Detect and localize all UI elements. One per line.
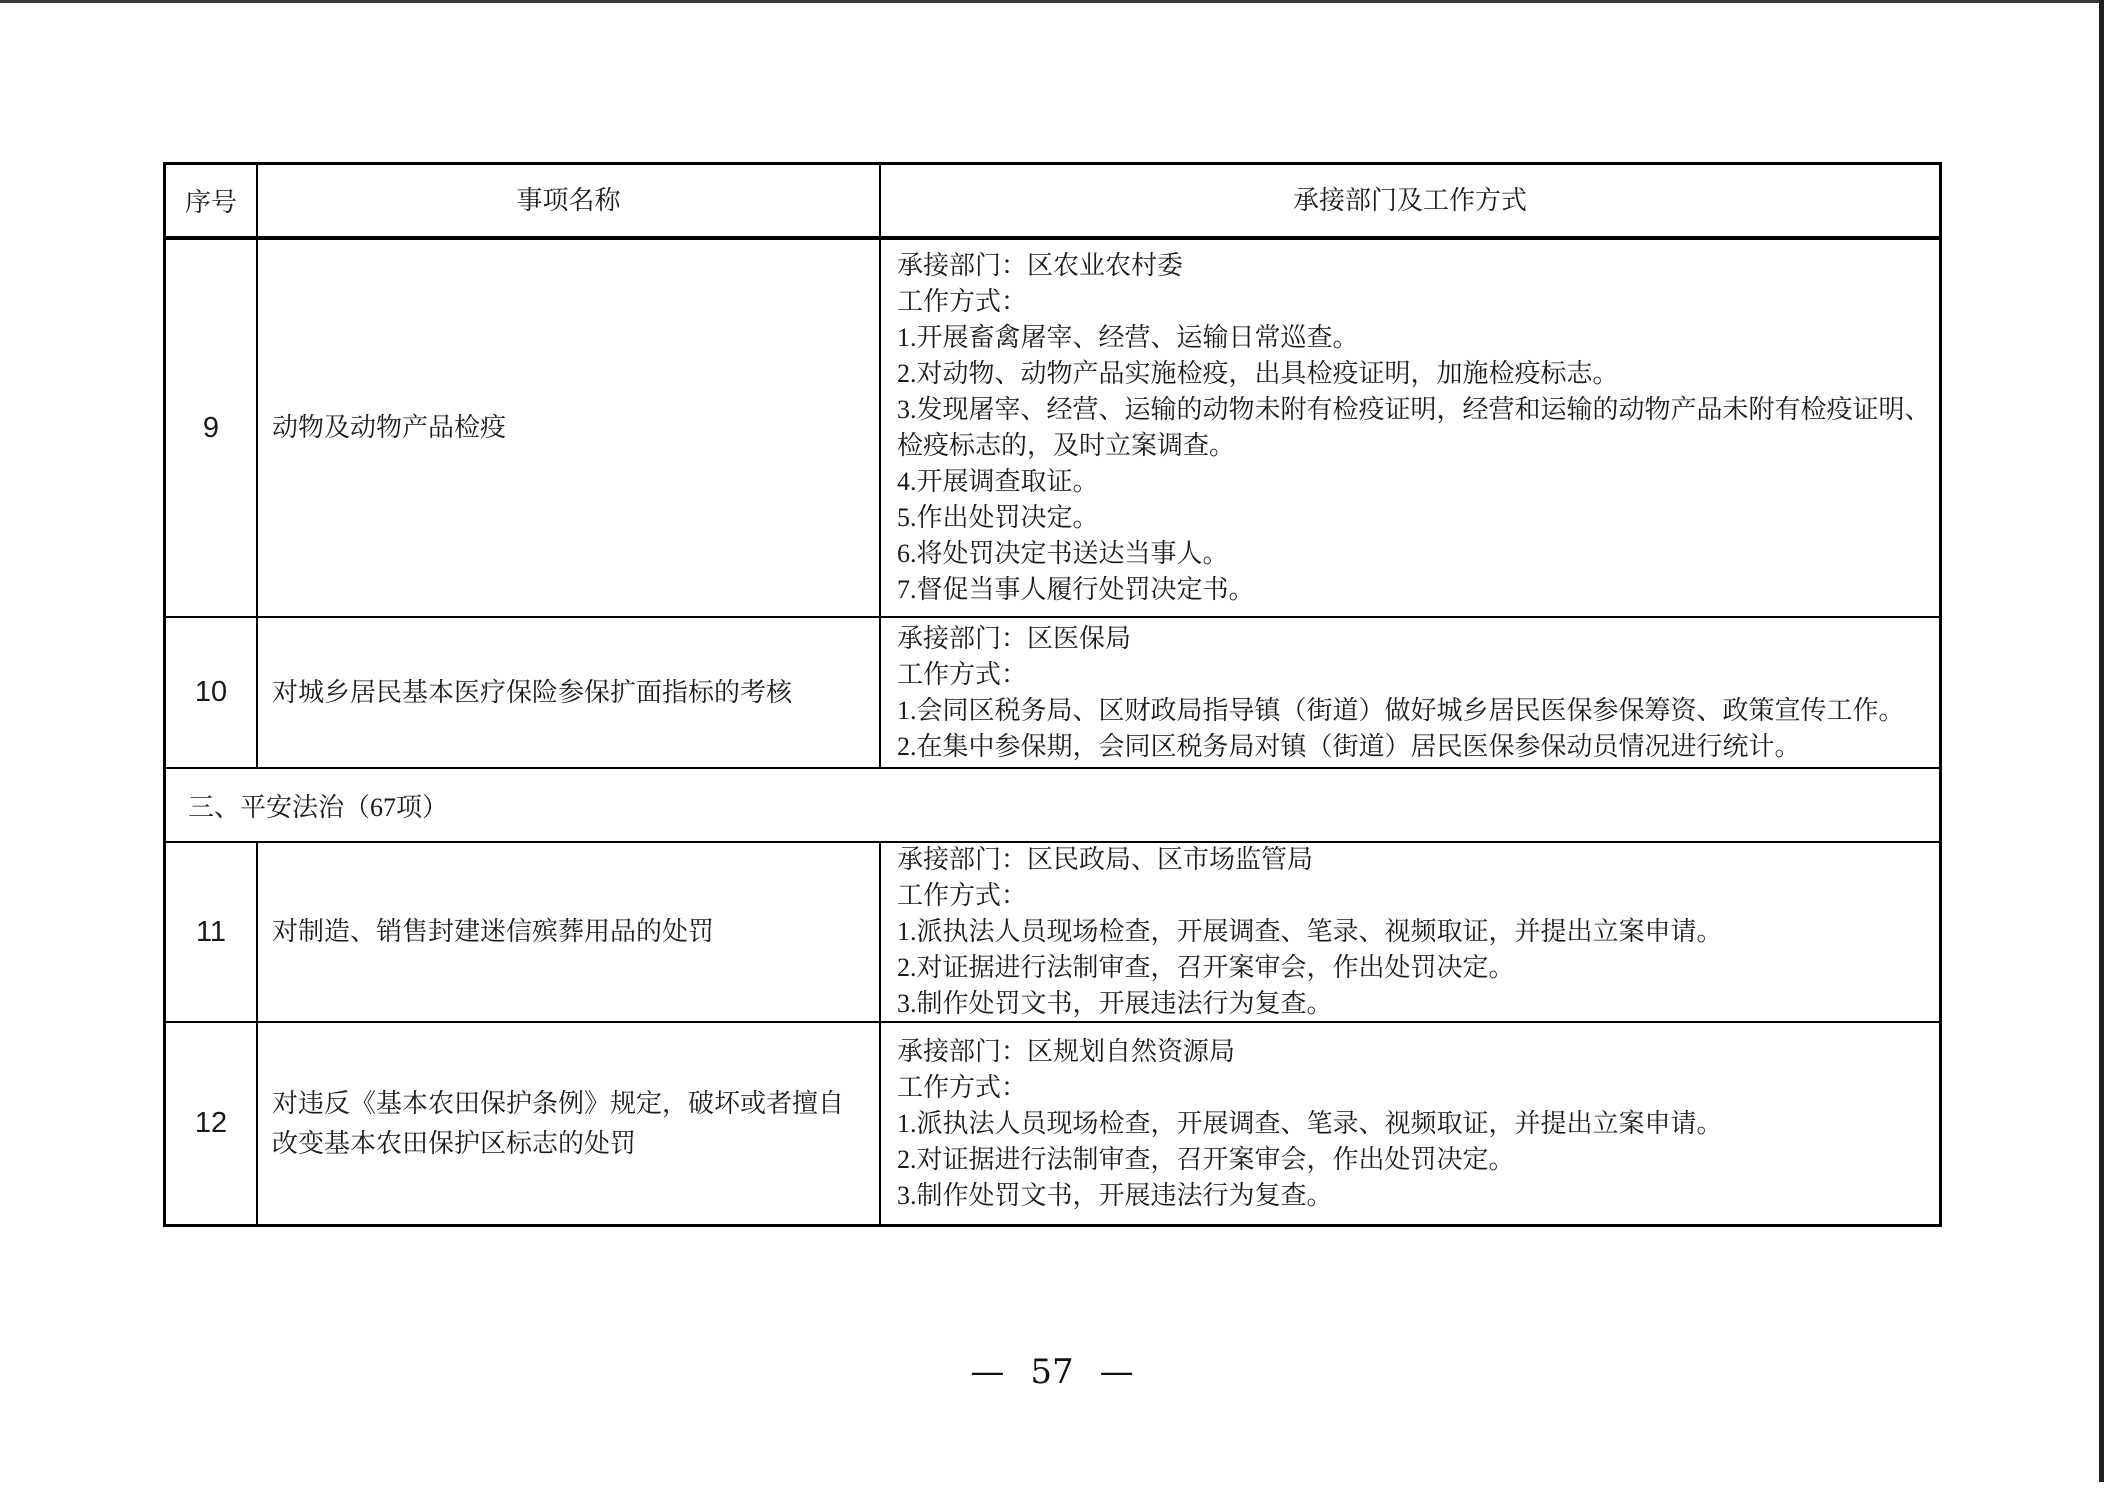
table-header-row xyxy=(166,165,1939,240)
method-line: 2.对动物、动物产品实施检疫，出具检疫证明，加施检疫标志。 xyxy=(897,359,1619,388)
header-dept-method: 承接部门及工作方式 xyxy=(1292,185,1527,215)
method-line: 6.将处罚决定书送达当事人。 xyxy=(897,539,1229,568)
method-line: 5.作出处罚决定。 xyxy=(897,503,1099,532)
method-line: 工作方式： xyxy=(897,1072,1028,1102)
table-row xyxy=(166,618,1939,769)
item-name-cell: 动物及动物产品检疫 xyxy=(258,240,881,616)
section-header-row xyxy=(166,769,1939,843)
item-name-cell: 对城乡居民基本医疗保险参保扩面指标的考核 xyxy=(258,618,881,767)
screen-right-edge xyxy=(2099,0,2104,1482)
method-line: 4.开展调查取证。 xyxy=(897,467,1099,496)
row-number-cell: 9 xyxy=(166,240,258,616)
method-line: 7.督促当事人履行处罚决定书。 xyxy=(897,575,1255,604)
table-row xyxy=(166,843,1939,1023)
method-line: 2.对证据进行法制审查，召开案审会，作出处罚决定。 xyxy=(897,953,1515,982)
method-line: 工作方式： xyxy=(897,659,1028,689)
department-method-cell xyxy=(881,1023,1939,1224)
method-line: 3.制作处罚文书，开展违法行为复查。 xyxy=(897,1180,1333,1210)
method-line: 承接部门：区农业农村委 xyxy=(897,251,1184,280)
method-line: 工作方式： xyxy=(897,287,1028,316)
department-method-cell xyxy=(881,618,1939,767)
method-line: 1.会同区税务局、区财政局指导镇（街道）做好城乡居民医保参保筹资、政策宣传工作。 xyxy=(897,695,1905,725)
method-line: 3.发现屠宰、经营、运输的动物未附有检疫证明，经营和运输的动物产品未附有检疫证明、检疫标志的，及时立案调查。 xyxy=(897,395,1931,460)
table-row xyxy=(166,240,1939,618)
table-row xyxy=(166,1023,1939,1224)
method-line: 承接部门：区规划自然资源局 xyxy=(897,1036,1236,1066)
page-footer xyxy=(0,1352,2104,1392)
method-line: 1.开展畜禽屠宰、经营、运输日常巡查。 xyxy=(897,323,1359,352)
screen-top-edge xyxy=(0,0,2104,3)
method-line: 2.在集中参保期，会同区税务局对镇（街道）居民医保参保动员情况进行统计。 xyxy=(897,731,1801,761)
header-seq: 序号 xyxy=(166,165,258,236)
method-line: 2.对证据进行法制审查，召开案审会，作出处罚决定。 xyxy=(897,1144,1515,1174)
department-method-cell xyxy=(881,240,1939,616)
section-title: 三、平安法治（67项） xyxy=(188,792,449,822)
row-number-cell: 11 xyxy=(166,843,258,1021)
method-line: 工作方式： xyxy=(897,881,1028,910)
page-number: 57 xyxy=(1030,1352,1074,1392)
method-line: 1.派执法人员现场检查，开展调查、笔录、视频取证，并提出立案申请。 xyxy=(897,917,1723,946)
department-method-cell xyxy=(881,843,1939,1021)
header-item-name: 事项名称 xyxy=(258,165,881,236)
row-number-cell: 12 xyxy=(166,1023,258,1224)
method-line: 3.制作处罚文书，开展违法行为复查。 xyxy=(897,989,1333,1018)
page-dash-left: — xyxy=(970,1352,1005,1392)
items-table xyxy=(163,162,1942,1227)
row-number-cell: 10 xyxy=(166,618,258,767)
method-line: 1.派执法人员现场检查，开展调查、笔录、视频取证，并提出立案申请。 xyxy=(897,1108,1723,1138)
page-dash-right: — xyxy=(1099,1352,1134,1392)
item-name-cell: 对违反《基本农田保护条例》规定，破坏或者擅自改变基本农田保护区标志的处罚 xyxy=(258,1023,881,1224)
method-line: 承接部门：区医保局 xyxy=(897,623,1132,653)
method-line: 承接部门：区民政局、区市场监管局 xyxy=(897,845,1314,874)
item-name-cell: 对制造、销售封建迷信殡葬用品的处罚 xyxy=(258,843,881,1021)
